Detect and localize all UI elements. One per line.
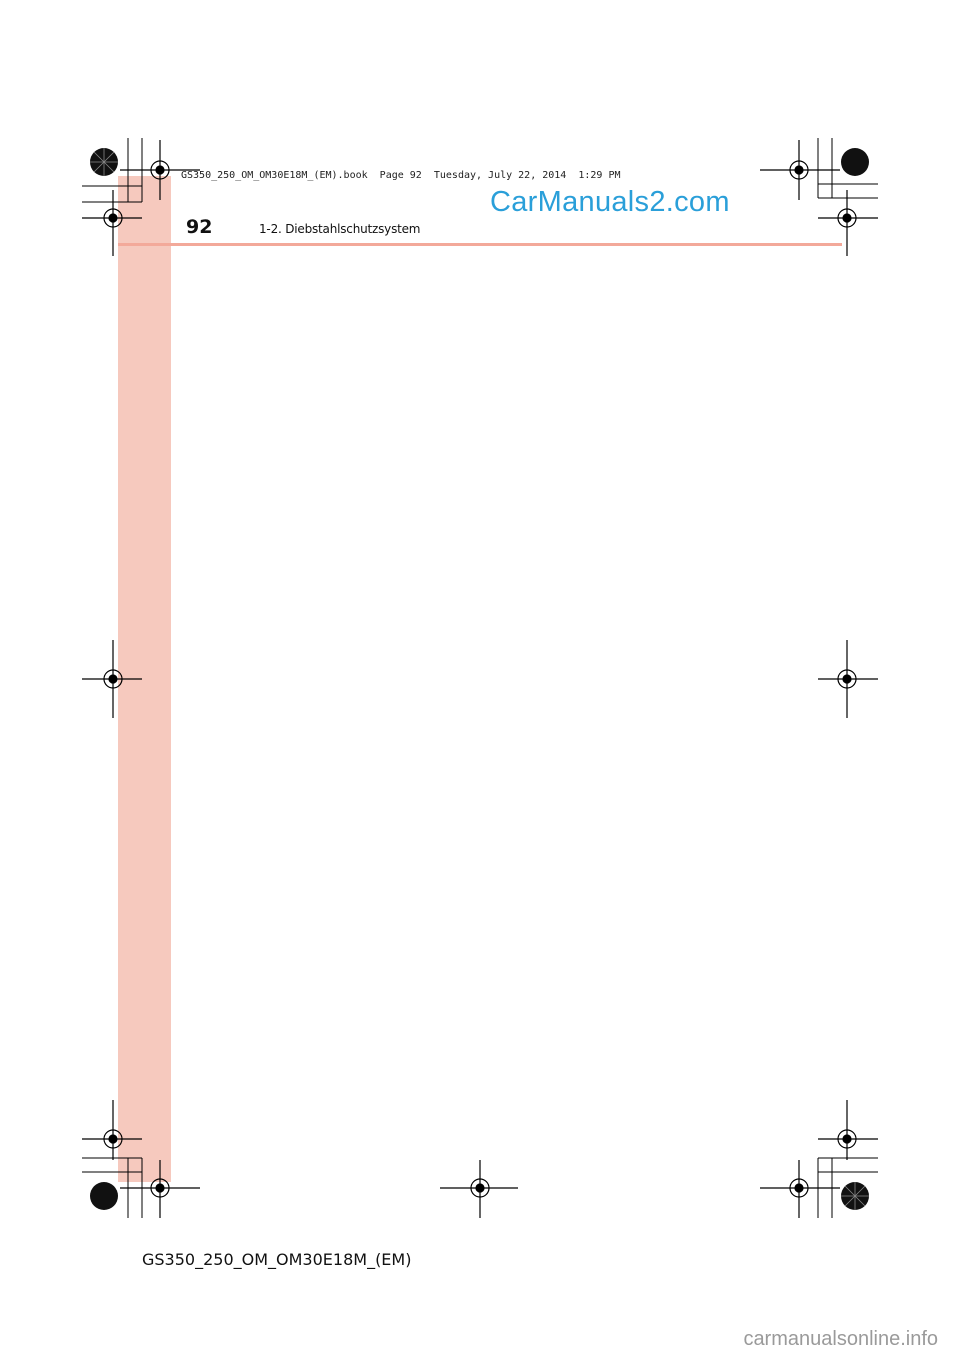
page-number: 92 bbox=[186, 216, 213, 238]
crosshair-icon bbox=[760, 140, 840, 200]
bottom-watermark[interactable]: carmanualsonline.info bbox=[743, 1328, 938, 1350]
book-info-line: GS350_250_OM_OM30E18M_(EM).book Page 92 Tuesday, July 22, 2014 1:29 PM bbox=[181, 170, 621, 181]
starburst-icon bbox=[841, 1182, 869, 1210]
crosshair-icon bbox=[818, 1100, 878, 1160]
top-watermark[interactable]: CarManuals2.com bbox=[490, 186, 730, 218]
starburst-icon bbox=[90, 148, 118, 176]
crosshair-icon bbox=[82, 640, 142, 718]
crosshair-icon bbox=[818, 640, 878, 718]
crosshair-icon bbox=[82, 1100, 142, 1160]
crosshair-icon bbox=[818, 190, 878, 256]
crosshair-icon bbox=[120, 140, 200, 200]
filled-dot-icon bbox=[841, 148, 869, 176]
crosshair-icon bbox=[82, 190, 142, 256]
crosshair-icon bbox=[120, 1160, 200, 1218]
crosshair-icon bbox=[440, 1160, 518, 1218]
document-code: GS350_250_OM_OM30E18M_(EM) bbox=[142, 1250, 412, 1269]
crosshair-icon bbox=[760, 1160, 840, 1218]
filled-dot-icon bbox=[90, 1182, 118, 1210]
section-title: 1-2. Diebstahlschutzsystem bbox=[259, 222, 421, 236]
